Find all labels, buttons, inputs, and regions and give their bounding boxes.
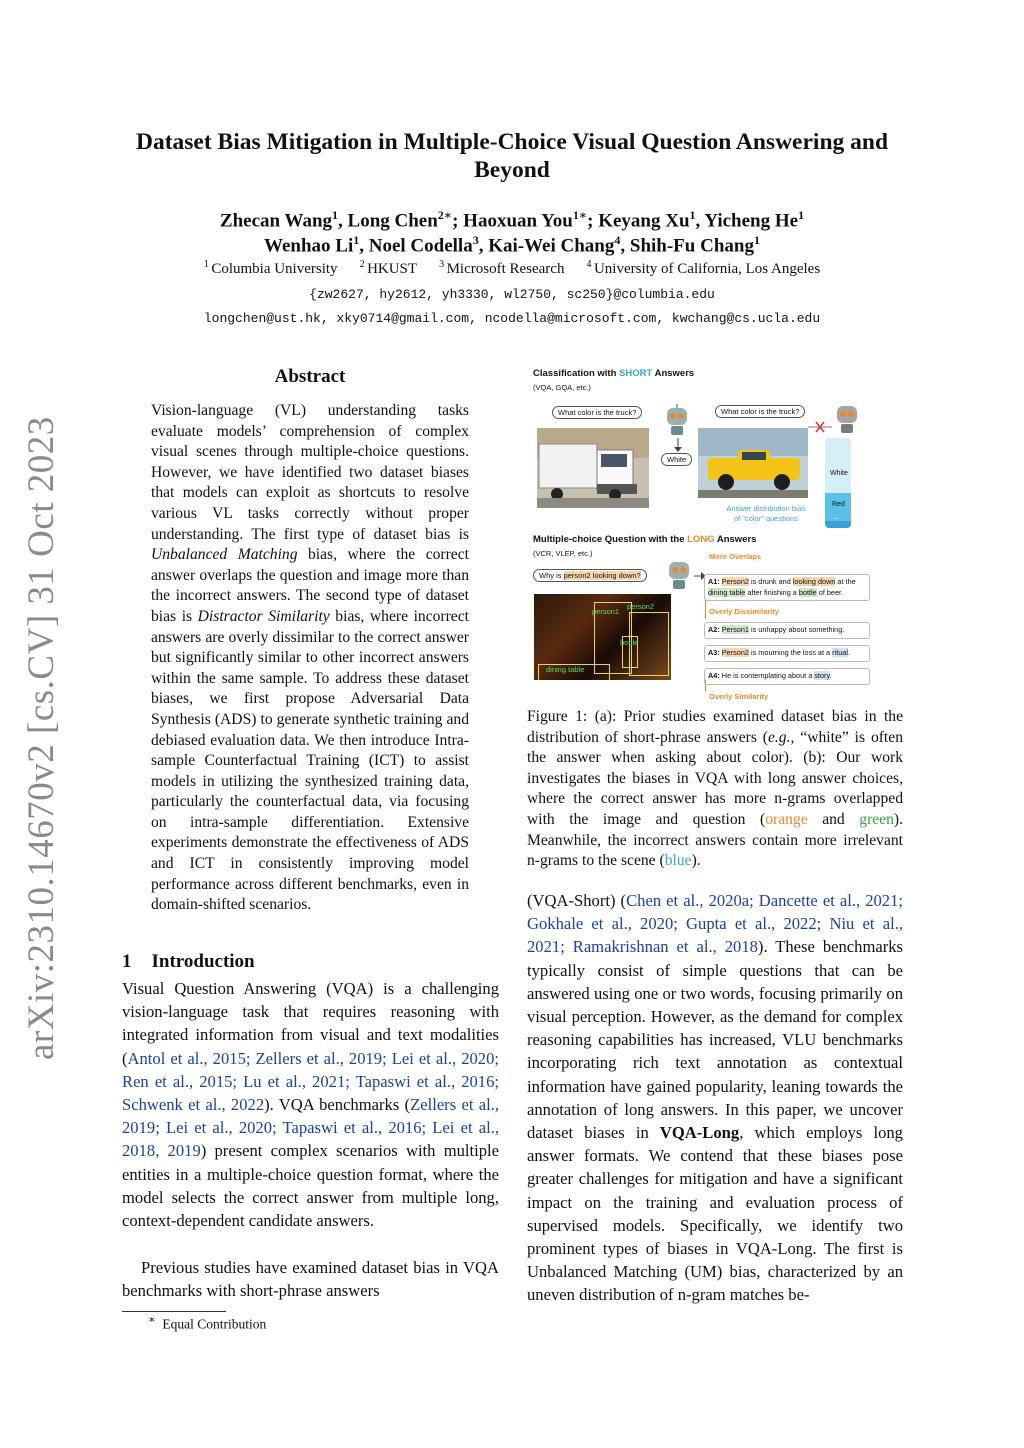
cross-mark-icon (808, 420, 832, 434)
author-name: Keyang Xu (598, 210, 690, 232)
author-name: Kai-Wei Chang (488, 235, 615, 257)
question-bubble-left: What color is the truck? (552, 406, 642, 419)
distribution-caption-line1: Answer distribution bias (726, 504, 806, 513)
author-name: Yicheng He (704, 210, 799, 232)
arxiv-sidebar-id: arXiv:2310.14670v2 [cs.CV] 31 Oct 2023 (21, 416, 62, 1060)
author-affiliation-mark: 1 (753, 233, 760, 247)
long-question-bubble: Why is person2 looking down? (533, 569, 647, 582)
author-affiliation-mark: 1 (689, 208, 696, 222)
affiliation: $^2$ HKUST (359, 259, 418, 277)
label-bottle: bottle (620, 638, 639, 647)
label-person1: person1 (592, 607, 620, 616)
author-affiliation-mark: 3 (472, 233, 479, 247)
yellow-truck-image (698, 428, 808, 498)
abstract-body: Vision-language (VL) understanding tasks evaluate models’ comprehension of complex visual scenes through multiple-choice questions. However, we have identified two dataset biases that models can exploit as shortcuts to resolve various VL tasks correctly without proper understanding. The first type of dataset bias is Unbalanced Matching bias, where the correct answer overlaps the question and image more than the incorrect answers. The second type of dataset bias is Distractor Similarity bias, where incorrect answers are overly dissimilar to the correct answer but significantly similar to other incorrect answers within the same sample. To address these dataset biases, we first propose Adversarial Data Synthesis (ADS) to generate synthetic training and debiased evaluation data. We then introduce Intra-sample Counterfactual Training (ICT) to assist models in utilizing the synthesized training data, particularly the counterfactual data, via focusing on intra-sample differentiation. Extensive experiments demonstrate the effectiveness of ADS and ICT in consistently improving model performance across different benchmarks, even in domain-shifted scenarios. (151, 402, 469, 914)
emails-line-2: longchen@ust.hk, xky0714@gmail.com, ncodella@microsoft.com, kwchang@cs.ucla.edu (203, 311, 821, 326)
overly-similarity-label: Overly Similarity (709, 692, 769, 701)
answer-option-a4: A4: He is contemplating about a story. (704, 668, 870, 685)
distribution-caption-line2: of "color" questions (733, 514, 799, 523)
author-affiliation-mark: 4 (614, 233, 621, 247)
abstract-heading: Abstract (274, 366, 346, 387)
footnote-rule (122, 1311, 226, 1312)
section-heading-introduction: 1 Introduction (122, 951, 255, 972)
figure-caption: Figure 1: (a): Prior studies examined dataset bias in the distribution of short-phrase answers (e.g., “white” is often the answer when asking about color). (b): Our work investigates the biases in VQA with long answer choices, where the correct answer has more n-grams overlapped with the image and question (orange and green). Meanwhile, the incorrect answers contain more irrelevant n-grams to the scene (blue). (527, 708, 903, 870)
bar-label-white: White (830, 470, 848, 477)
arrow-down-icon (674, 438, 682, 452)
author-name: Wenhao Li (264, 235, 354, 257)
figure-top-title: Classification with SHORT Answers (533, 368, 695, 379)
author-name: Long Chen (347, 210, 438, 232)
affiliation: $^1$ Columbia University (203, 259, 338, 277)
label-person2: person2 (627, 602, 655, 611)
intro-paragraph-2: Previous studies have examined dataset bias in VQA benchmarks with short-phrase answers (122, 1258, 499, 1301)
authors-line-1: Zhecan Wang$^1$, Long Chen$^{2∗}$; Haoxuan You$^{1∗}$; Keyang Xu$^1$, Yicheng He$^1$ (219, 208, 805, 232)
emails-line-1: {zw2627, hy2612, yh3330, wl2750, sc250}@columbia.edu (309, 287, 715, 302)
footnote: ∗ Equal Contribution (148, 1314, 267, 1332)
author-affiliation-mark: 1 (353, 233, 360, 247)
more-overlaps-label: More Overlaps (709, 552, 762, 561)
author-name: Shih-Fu Chang (629, 235, 754, 257)
affiliation: $^3$ Microsoft Research (439, 259, 565, 277)
author-name: Zhecan Wang (219, 210, 333, 232)
bar-label-red: Red (832, 501, 845, 508)
citation-link[interactable]: Zellers et al., 2019; Lei et al., 2020; Tapaswi et al., 2016; Lei et al., 2018, 2019 (122, 1095, 499, 1161)
robot-icon (662, 404, 692, 438)
author-affiliation-mark: 1 (332, 208, 339, 222)
question-bubble-right: What color is the truck? (715, 405, 805, 418)
overly-dissimilarity-label: Overly Dissimilarity (709, 607, 780, 616)
robot-icon (832, 402, 862, 436)
answer-option-a1: A1: Person2 is drunk and looking down at the dining table after finishing a bottle of beer. (704, 574, 870, 601)
figure-bottom-subtitle: (VCR, VLEP, etc.) (533, 549, 593, 558)
citation-link[interactable]: Chen et al., 2020a; Dancette et al., 2021; Gokhale et al., 2020; Gupta et al., 2022; Niu et al., 2021; Ramakrishnan et al., 2018 (527, 891, 904, 957)
author-affiliation-mark: 1 (798, 208, 805, 222)
figure-bottom-title: Multiple-choice Question with the LONG Answers (533, 534, 757, 545)
bar-label-more: ... (833, 514, 839, 521)
affiliations (100, 259, 924, 278)
citation-link[interactable]: Antol et al., 2015; Zellers et al., 2019; Lei et al., 2020; Ren et al., 2015; Lu et al., 2021; Tapaswi et al., 2016; Schwenk et al., 2022 (122, 1048, 499, 1115)
figure-top-subtitle: (VQA, GQA, etc.) (533, 383, 591, 392)
white-truck-image (537, 428, 649, 508)
answer-white-bubble: White (661, 453, 692, 466)
intro-paragraph-1: Visual Question Answering (VQA) is a challenging vision-language task that requires reasoning with integrated information from visual and text modalities (Antol et al., 2015; Zellers et al., 2019; Lei et al., 2020; Ren et al., 2015; Lu et al., 2021; Tapaswi et al., 2016; Schwenk et al., 2022). VQA benchmarks (Zellers et al., 2019; Lei et al., 2020; Tapaswi et al., 2016; Lei et al., 2018, 2019) present complex scenarios with multiple entities in a multiple-choice question format, where the model selects the correct answer from multiple long, context-dependent candidate answers. (122, 979, 499, 1231)
label-dining-table: dining table (546, 665, 585, 674)
robot-icon (664, 558, 694, 592)
paper-title: Dataset Bias Mitigation in Multiple-Choice Visual Question Answering and Beyond (135, 129, 889, 183)
answer-option-a2: A2: Person1 is unhappy about something. (704, 622, 870, 639)
author-name: Haoxuan You (463, 210, 573, 232)
affiliation: $^4$ University of California, Los Angeles (586, 259, 821, 277)
similarity-marker (705, 680, 706, 692)
right-column-paragraph: (VQA-Short) (Chen et al., 2020a; Dancette et al., 2021; Gokhale et al., 2020; Gupta et al., 2022; Niu et al., 2021; Ramakrishnan et al., 2018). These benchmarks typically consist of simple questions that can be answered using one or two words, focusing primarily on visual perception. However, as the demand for complex reasoning capabilities has increased, VLU benchmarks incorporating rich text annotation as contextual information have gained popularity, leaning towards the annotation of long answers. In this paper, we uncover dataset biases in VQA-Long, which employs long answer formats. We contend that these biases pose greater challenges for mitigation and have a significant impact on the training and evaluation process of supervised models. Specifically, we identify two prominent types of biases in VQA-Long. The first is Unbalanced Matching (UM) bias, characterized by an uneven distribution of n-gram matches be- (527, 891, 904, 1305)
authors-line-2: Wenhao Li$^1$, Noel Codella$^3$, Kai-Wei Chang$^4$, Shih-Fu Chang$^1$ (264, 233, 760, 257)
author-affiliation-mark: 1∗ (572, 208, 588, 222)
figure-1 (528, 362, 904, 707)
author-name: Noel Codella (368, 235, 473, 257)
author-affiliation-mark: 2∗ (437, 208, 453, 222)
answer-option-a3: A3: Person2 is mourning the loss at a ritual. (704, 645, 870, 662)
dissimilarity-marker (705, 600, 706, 619)
